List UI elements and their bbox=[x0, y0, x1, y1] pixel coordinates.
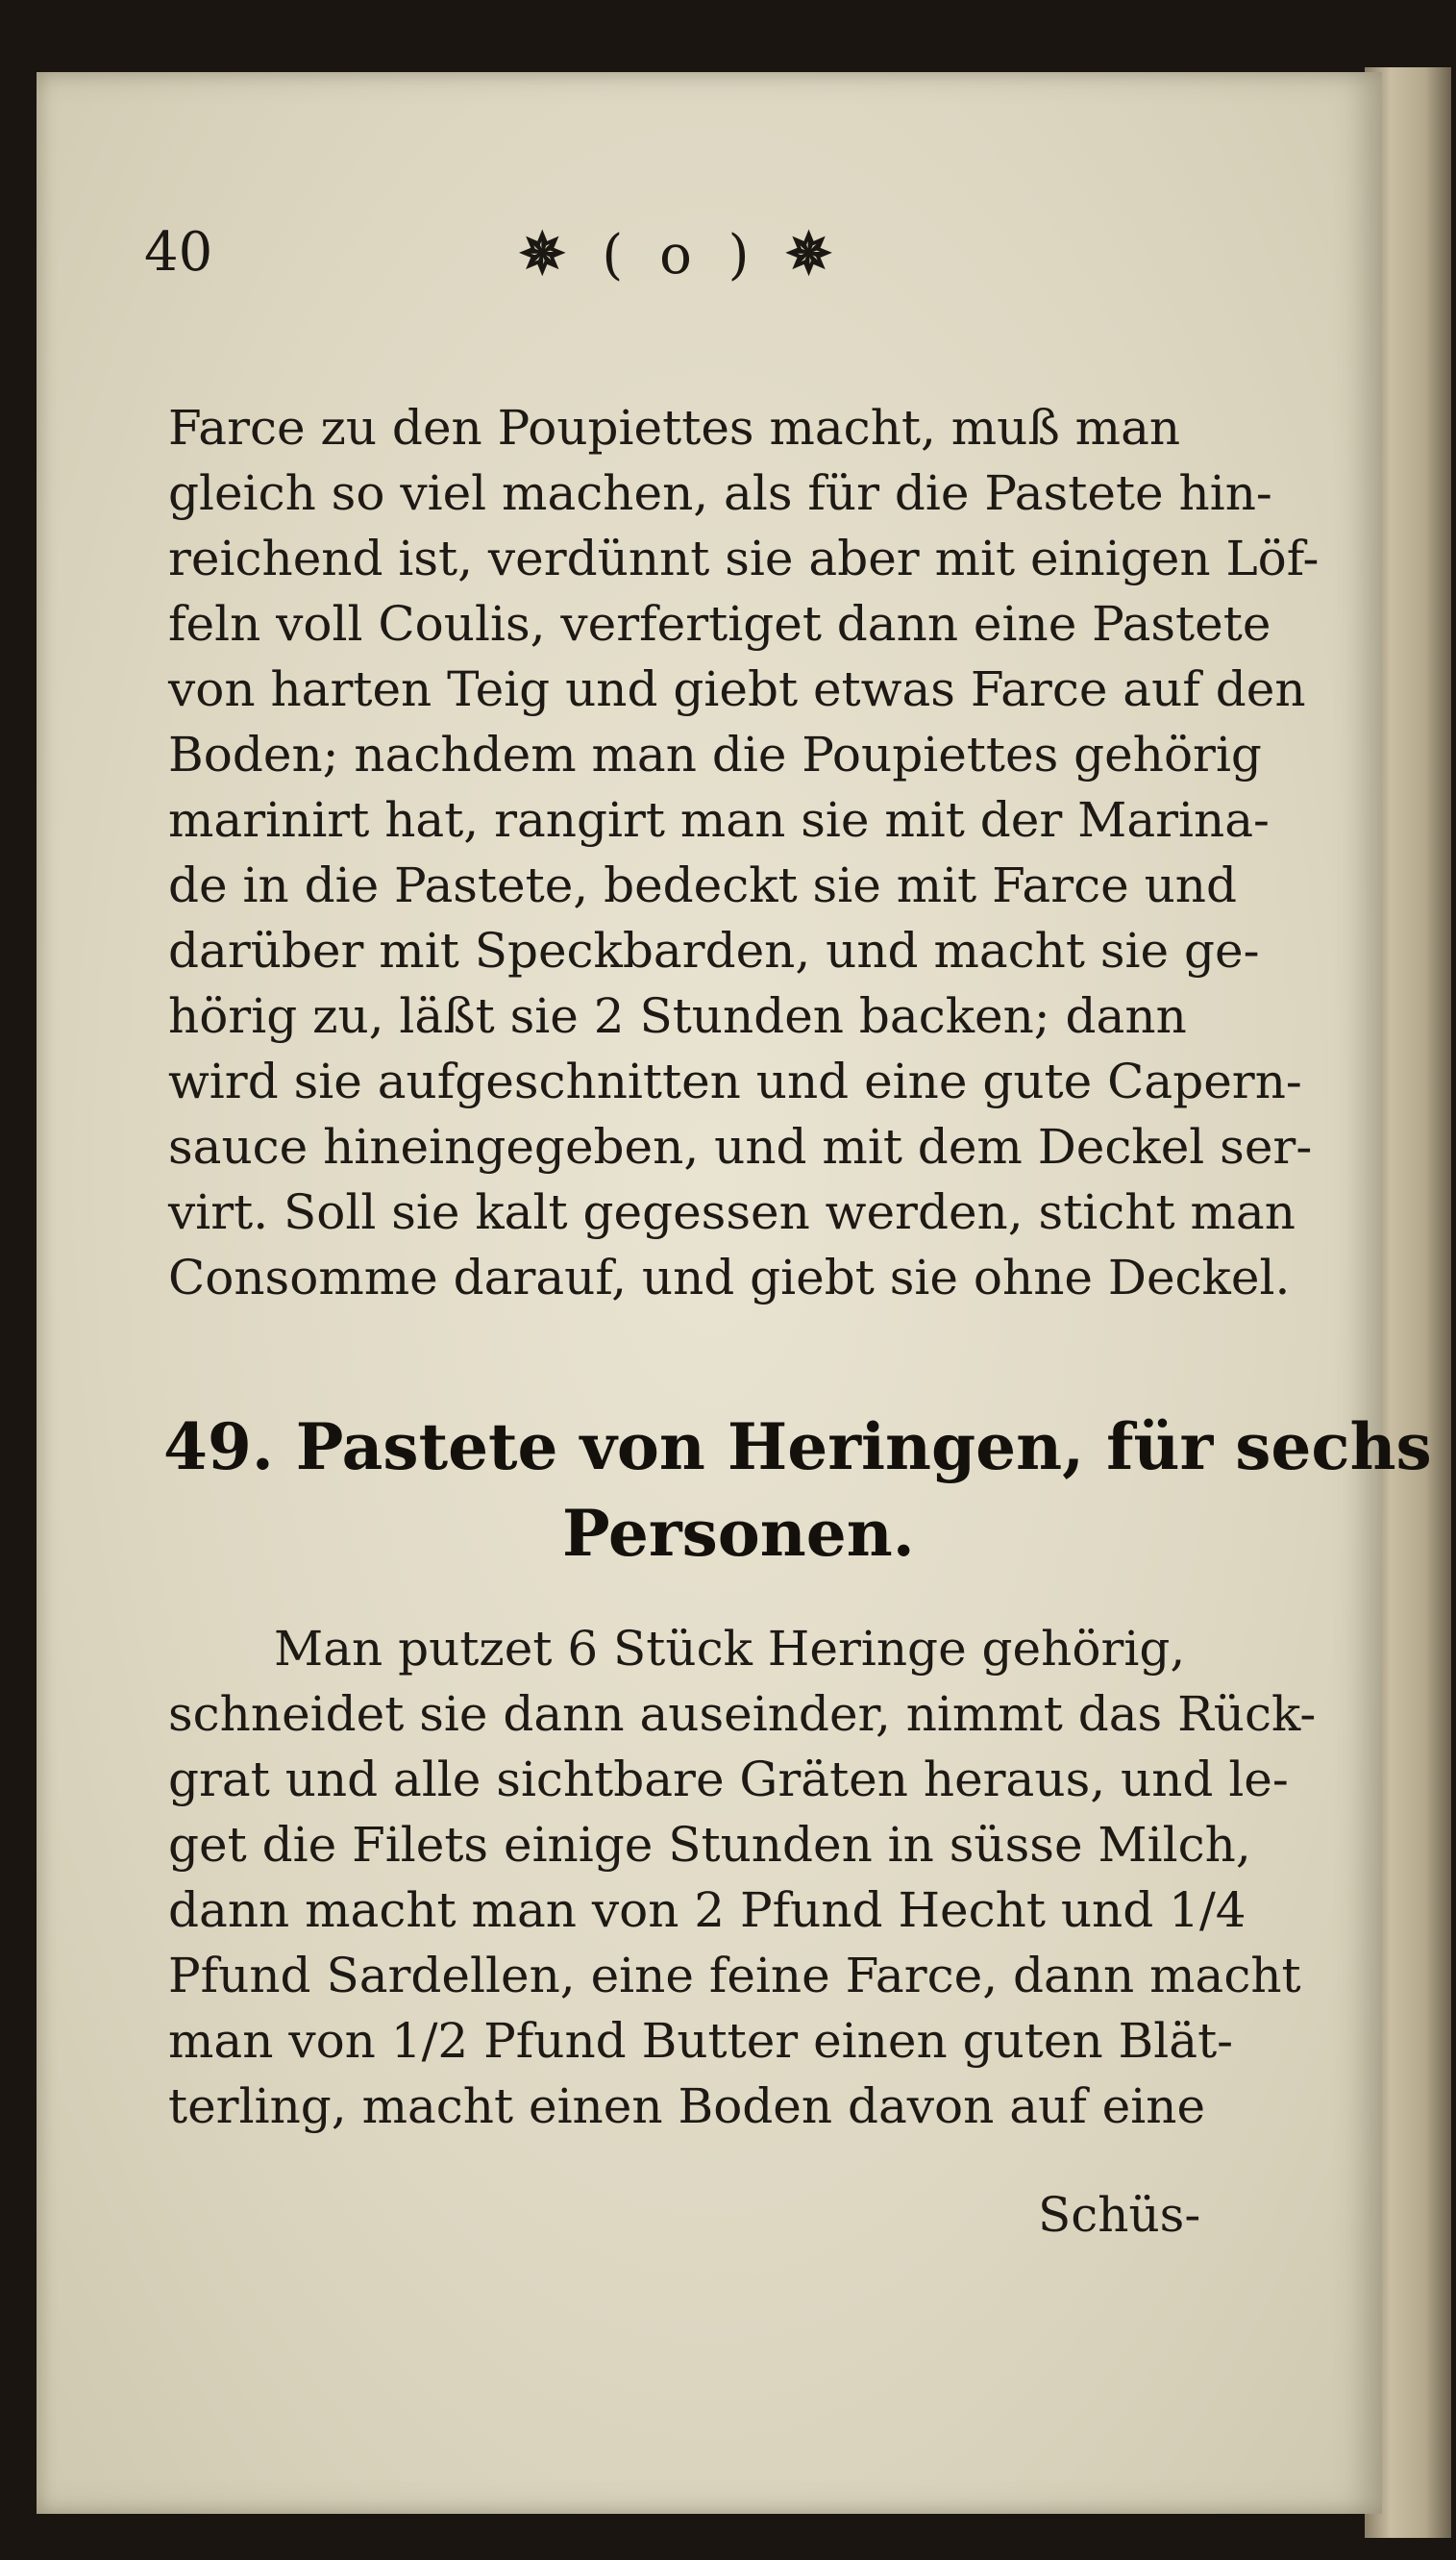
ornament-right-icon: ✵ bbox=[785, 221, 842, 286]
catchword: Schüs- bbox=[1038, 2187, 1201, 2243]
text-line: grat und alle sichtbare Gräten heraus, und le- bbox=[168, 1752, 1289, 1807]
text-block-top bbox=[168, 399, 1320, 1341]
section-heading-continued: Personen. bbox=[562, 1496, 915, 1571]
text-line: schneidet sie dann auseinder, nimmt das Rück- bbox=[168, 1686, 1317, 1742]
text-line: Boden; nachdem man die Poupiettes gehörig bbox=[168, 727, 1262, 783]
text-line: darüber mit Speckbarden, und macht sie ge- bbox=[168, 923, 1260, 979]
text-line: terling, macht einen Boden davon auf eine bbox=[168, 2078, 1206, 2134]
text-line: man von 1/2 Pfund Butter einen guten Blät- bbox=[168, 2013, 1234, 2069]
text-line: de in die Pastete, bedeckt sie mit Farce und bbox=[168, 857, 1237, 913]
text-line: hörig zu, läßt sie 2 Stunden backen; dann bbox=[168, 988, 1187, 1044]
text-line: gleich so viel machen, als für die Pastete hin- bbox=[168, 465, 1272, 521]
text-line: Consomme darauf, und giebt sie ohne Deckel. bbox=[168, 1250, 1291, 1305]
running-head-text: ( o ) bbox=[602, 224, 759, 286]
running-head bbox=[519, 221, 842, 286]
text-block-bottom bbox=[168, 1620, 1317, 2158]
text-line: virt. Soll sie kalt gegessen werden, sticht man bbox=[168, 1184, 1296, 1240]
text-line: reichend ist, verdünnt sie aber mit einigen Löf- bbox=[168, 531, 1320, 586]
section-heading: 49. Pastete von Heringen, für sechs bbox=[163, 1409, 1432, 1484]
text-line: marinirt hat, rangirt man sie mit der Marina- bbox=[168, 792, 1270, 848]
text-line: Farce zu den Poupiettes macht, muß man bbox=[168, 400, 1181, 456]
text-line: Man putzet 6 Stück Heringe gehörig, bbox=[274, 1621, 1186, 1677]
text-line: dann macht man von 2 Pfund Hecht und 1/4 bbox=[168, 1882, 1246, 1938]
page-number: 40 bbox=[144, 221, 213, 284]
page-header bbox=[144, 221, 1009, 308]
text-line: get die Filets einige Stunden in süsse Milch, bbox=[168, 1817, 1251, 1873]
text-line: von harten Teig und giebt etwas Farce auf den bbox=[168, 661, 1306, 717]
text-line: Pfund Sardellen, eine feine Farce, dann macht bbox=[168, 1948, 1301, 2003]
text-line: sauce hineingegeben, und mit dem Deckel ser- bbox=[168, 1119, 1313, 1175]
ornament-left-icon: ✵ bbox=[519, 221, 576, 286]
text-line: feln voll Coulis, verfertiget dann eine Pastete bbox=[168, 596, 1271, 652]
text-line: wird sie aufgeschnitten und eine gute Capern- bbox=[168, 1054, 1302, 1109]
